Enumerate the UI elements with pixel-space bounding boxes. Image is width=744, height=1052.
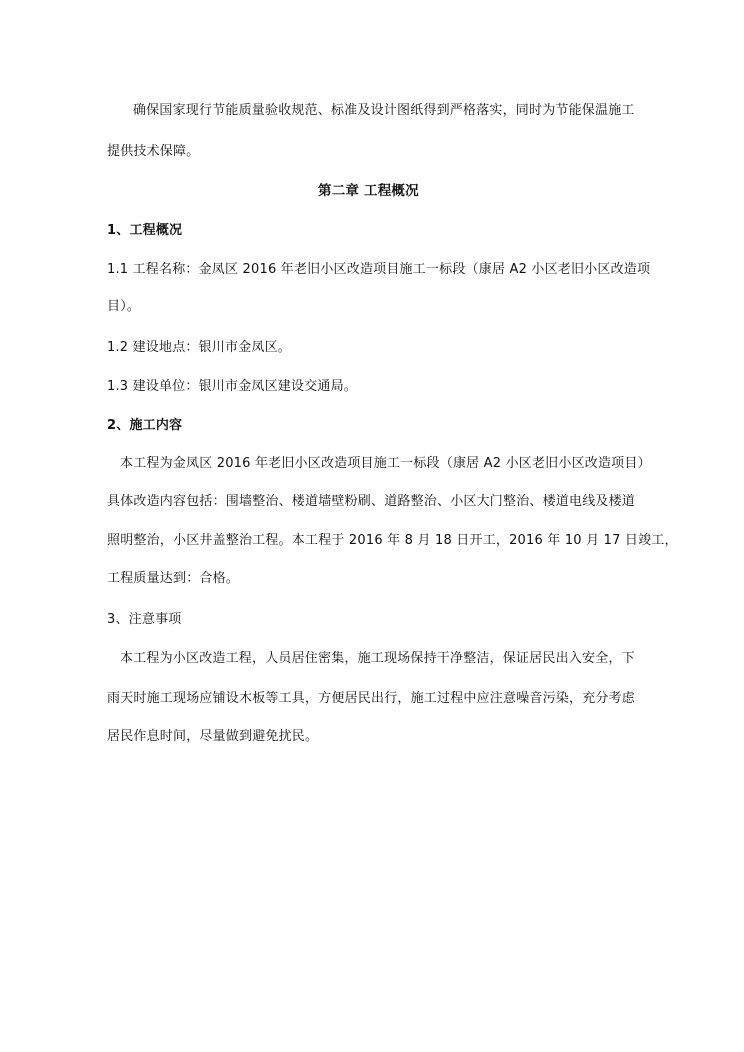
section-2-heading: 2、施工内容 xyxy=(107,418,183,433)
intro-line-2: 提供技术保障。 xyxy=(107,144,200,159)
item-1-1-line-1: 1.1 工程名称：金凤区 2016 年老旧小区改造项目施工一标段（康居 A2 小区老旧小区改造项 xyxy=(107,262,651,277)
section-2-line-1: 本工程为金凤区 2016 年老旧小区改造项目施工一标段（康居 A2 小区老旧小区改造项目） xyxy=(120,456,651,471)
item-1-2: 1.2 建设地点：银川市金凤区。 xyxy=(107,340,292,355)
section-3-line-1: 本工程为小区改造工程，人员居住密集，施工现场保持干净整洁，保证居民出入安全，下 xyxy=(120,651,635,666)
section-1-heading: 1、工程概况 xyxy=(107,223,183,238)
section-2-line-4: 工程质量达到：合格。 xyxy=(107,571,240,586)
intro-line-1: 确保国家现行节能质量验收规范、标准及设计图纸得到严格落实，同时为节能保温施工 xyxy=(133,103,635,118)
item-1-3: 1.3 建设单位：银川市金凤区建设交通局。 xyxy=(107,379,358,394)
section-2-line-2: 具体改造内容包括：围墙整治、楼道墙壁粉刷、道路整治、小区大门整治、楼道电线及楼道 xyxy=(107,494,636,509)
section-3-line-3: 居民作息时间，尽量做到避免扰民。 xyxy=(107,729,319,744)
section-2-line-3: 照明整治，小区井盖整治工程。本工程于 2016 年 8 月 18 日开工，2016 年 10 月 17 日竣工， xyxy=(107,533,678,548)
section-3-line-2: 雨天时施工现场应铺设木板等工具，方便居民出行，施工过程中应注意噪音污染，充分考虑 xyxy=(107,691,636,706)
chapter-title: 第二章 工程概况 xyxy=(318,183,419,199)
item-1-1-line-2: 目）。 xyxy=(107,299,141,314)
section-3-heading: 3、注意事项 xyxy=(107,612,182,627)
